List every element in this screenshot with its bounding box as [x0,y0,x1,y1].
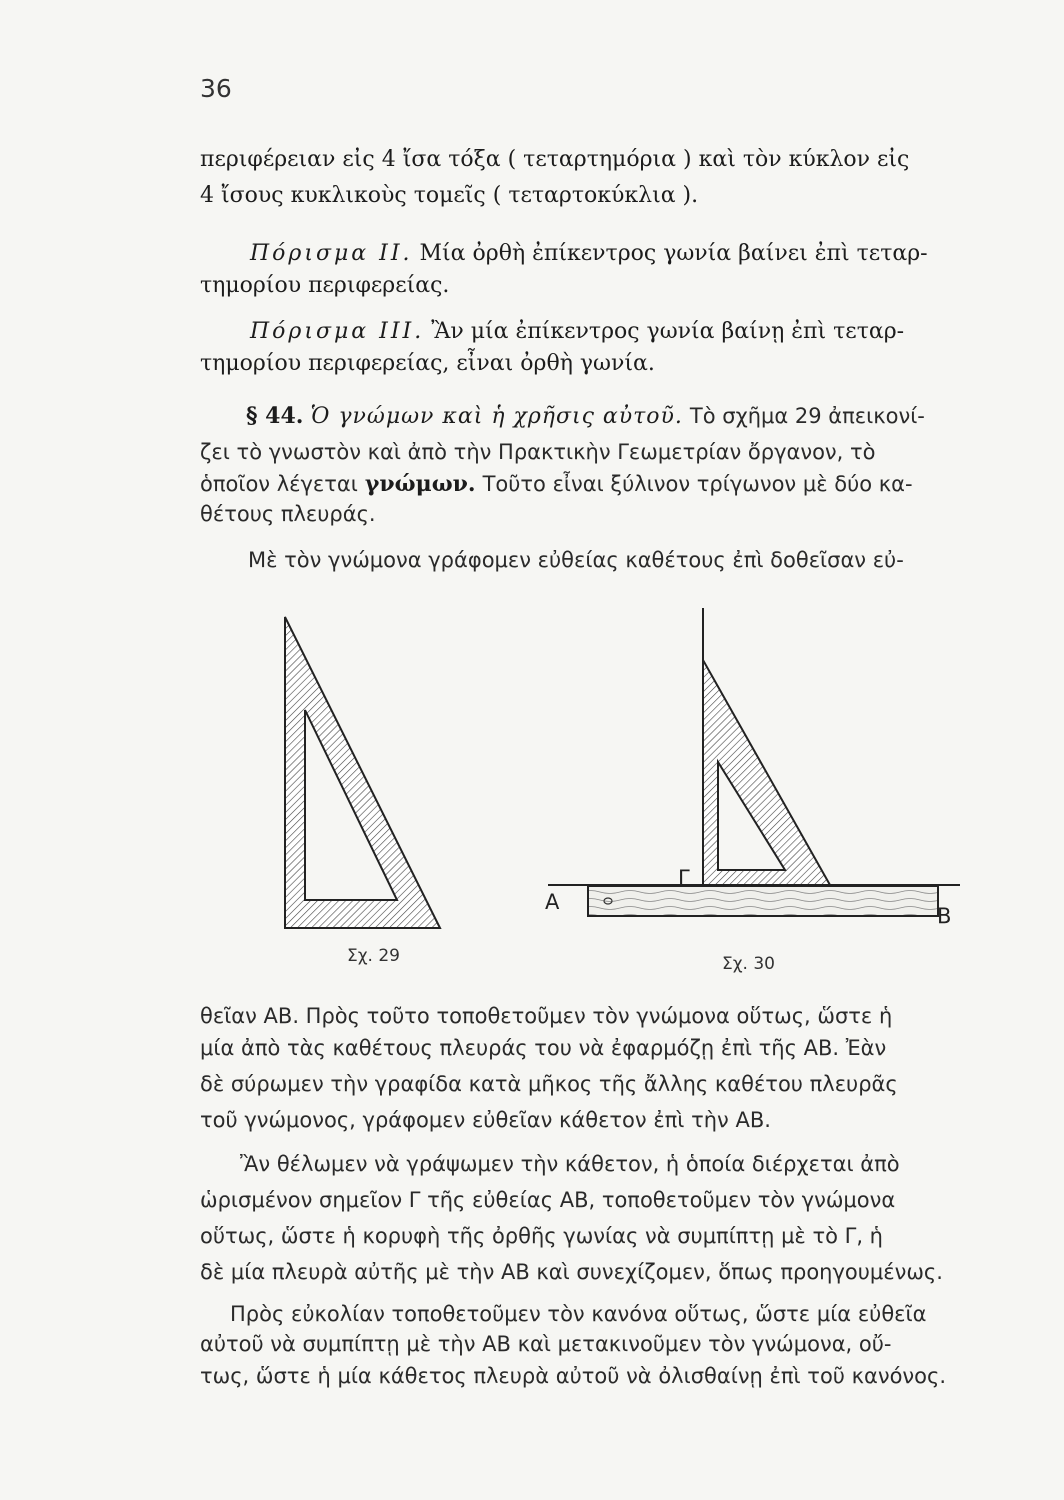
paragraph-3-line-4: δὲ μία πλευρὰ αὐτῆς μὲ τὴν ΑΒ καὶ συνεχίζομεν, ὅπως προηγουμένως. [200,1260,943,1284]
porisma-3-label: Πόρισμα ΙΙΙ. [250,319,425,344]
section-44-line-5: Μὲ τὸν γνώμονα γράφομεν εὐθείας καθέτους ἐπὶ δοθεῖσαν εὐ- [248,548,904,572]
paragraph-1-line-1: περιφέρειαν εἰς 4 ἴσα τόξα ( τεταρτημόρια ) καὶ τὸν κύκλον εἰς [200,147,910,172]
paragraph-4-line-2: αὐτοῦ νὰ συμπίπτῃ μὲ τὴν ΑΒ καὶ μετακινοῦμεν τὸν γνώμονα, οὔ- [200,1332,892,1356]
paragraph-3-line-3: οὕτως, ὥστε ἡ κορυφὴ τῆς ὀρθῆς γωνίας νὰ συμπίπτῃ μὲ τὸ Γ, ἡ [200,1224,883,1248]
paragraph-2-line-1: θεῖαν ΑΒ. Πρὸς τοῦτο τοποθετοῦμεν τὸν γνώμονα οὕτως, ὥστε ἡ [200,1004,893,1028]
section-heading: Ὁ γνώμων καὶ ἡ χρῆσις αὐτοῦ. [310,404,683,429]
label-A: Α [545,890,560,914]
ruler [588,886,938,916]
section-44-line-1 [246,402,925,431]
figure-29-caption: Σχ. 29 [347,946,401,966]
set-square-on-ruler [703,660,830,885]
paragraph-4-line-3: τως, ὥστε ἡ μία κάθετος πλευρὰ αὐτοῦ νὰ ὀλισθαίνῃ ἐπὶ τοῦ κανόνος. [200,1364,947,1388]
set-square-outline [285,617,440,928]
porisma-2-label: Πόρισμα ΙΙ. [250,241,413,266]
paragraph-1-line-2: 4 ἴσους κυκλικοὺς τομεῖς ( τεταρτοκύκλια ). [200,183,699,208]
paragraph-2-line-2: μία ἀπὸ τὰς καθέτους πλευράς του νὰ ἐφαρμόζῃ ἐπὶ τῆς ΑΒ. Ἐὰν [200,1036,887,1060]
label-G: Γ [678,866,690,890]
label-B: Β [937,904,952,928]
section-44-line-1-rest: Τὸ σχῆμα 29 ἀπεικονί- [689,404,925,428]
porisma-2-text: Μία ὀρθὴ ἐπίκεντρος γωνία βαίνει ἐπὶ τεταρ- [419,241,928,266]
figure-30 [540,600,970,940]
paragraph-4-line-1: Πρὸς εὐκολίαν τοποθετοῦμεν τὸν κανόνα οὕτως, ὥστε μία εὐθεῖα [230,1302,927,1326]
figure-30-caption: Σχ. 30 [722,954,776,974]
paragraph-3-line-1: Ἂν θέλωμεν νὰ γράψωμεν τὴν κάθετον, ἡ ὁποία διέρχεται ἀπὸ [240,1152,900,1176]
section-44-line-3 [200,470,913,499]
porisma-3-text: Ἂν μία ἐπίκεντρος γωνία βαίνῃ ἐπὶ τεταρ- [431,319,905,344]
porisma-3-line-2: τημορίου περιφερείας, εἶναι ὀρθὴ γωνία. [200,351,655,376]
porisma-2-line-1 [250,240,928,268]
porisma-2-line-2: τημορίου περιφερείας. [200,273,450,298]
section-44-line-4: θέτους πλευράς. [200,502,376,526]
section-44-line-3a: ὁποῖον λέγεται [200,472,358,496]
porisma-3-line-1 [250,318,904,346]
term-gnomon: γνώμων. [364,471,476,497]
paragraph-2-line-4: τοῦ γνώμονος, γράφομεν εὐθεῖαν κάθετον ἐπὶ τὴν ΑΒ. [200,1108,771,1132]
figure-29 [255,595,475,955]
section-number: § 44. [246,403,304,429]
paragraph-3-line-2: ὡρισμένον σημεῖον Γ τῆς εὐθείας ΑΒ, τοποθετοῦμεν τὸν γνώμονα [200,1188,896,1212]
section-44-line-3b: Τοῦτο εἶναι ξύλινον τρίγωνον μὲ δύο κα- [482,472,913,496]
section-44-line-2: ζει τὸ γνωστὸν καὶ ἀπὸ τὴν Πρακτικὴν Γεωμετρίαν ὄργανον, τὸ [200,440,876,464]
paragraph-2-line-3: δὲ σύρωμεν τὴν γραφίδα κατὰ μῆκος τῆς ἄλλης καθέτου πλευρᾶς [200,1072,898,1096]
page-number: 36 [200,74,232,103]
